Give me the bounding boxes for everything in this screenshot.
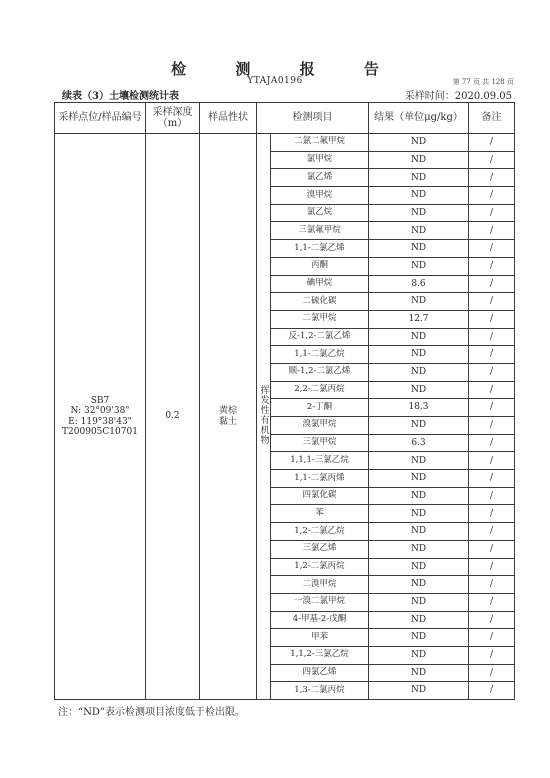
test-remark-cell: /: [469, 257, 515, 275]
test-remark-cell: /: [469, 434, 515, 452]
test-item-cell: 溴甲烷: [271, 187, 369, 205]
test-result-cell: ND: [369, 452, 469, 470]
col-header-depth: 采样深度（m）: [146, 103, 200, 134]
test-result-cell: ND: [369, 487, 469, 505]
test-item-cell: 二硫化碳: [271, 293, 369, 311]
test-remark-cell: /: [469, 310, 515, 328]
test-result-cell: ND: [369, 540, 469, 558]
test-remark-cell: /: [469, 505, 515, 523]
test-item-cell: 1,1,1-三氯乙烷: [271, 452, 369, 470]
test-result-cell: ND: [369, 328, 469, 346]
test-item-cell: 1,2-二氯乙烷: [271, 523, 369, 541]
test-item-cell: 四氯乙烯: [271, 664, 369, 682]
test-remark-cell: /: [469, 417, 515, 435]
test-item-cell: 氯甲烷: [271, 151, 369, 169]
test-result-cell: ND: [369, 381, 469, 399]
test-remark-cell: /: [469, 540, 515, 558]
test-remark-cell: /: [469, 275, 515, 293]
test-remark-cell: /: [469, 611, 515, 629]
col-header-remark: 备注: [469, 103, 515, 134]
test-item-cell: 苯: [271, 505, 369, 523]
test-remark-cell: /: [469, 470, 515, 488]
test-item-cell: 顺-1,2-二氯乙烯: [271, 363, 369, 381]
table-subtitle: 续表（3）土壤检测统计表: [62, 91, 179, 102]
test-remark-cell: /: [469, 399, 515, 417]
test-item-cell: 氯乙烯: [271, 169, 369, 187]
test-item-cell: 一溴二氯甲烷: [271, 593, 369, 611]
test-remark-cell: /: [469, 381, 515, 399]
test-result-cell: ND: [369, 293, 469, 311]
sample-location-cell: [55, 134, 146, 700]
test-item-cell: 碘甲烷: [271, 275, 369, 293]
sample-property-cell: [200, 134, 257, 700]
test-remark-cell: /: [469, 646, 515, 664]
sample-depth-cell: 0.2: [146, 134, 200, 700]
test-remark-cell: /: [469, 487, 515, 505]
test-item-cell: 1,1-二氯乙烯: [271, 240, 369, 258]
test-result-cell: ND: [369, 611, 469, 629]
test-item-cell: 4-甲基-2-戊酮: [271, 611, 369, 629]
test-item-cell: 溴氯甲烷: [271, 417, 369, 435]
test-item-cell: 四氯化碳: [271, 487, 369, 505]
test-result-cell: ND: [369, 629, 469, 647]
test-remark-cell: /: [469, 593, 515, 611]
test-result-cell: ND: [369, 151, 469, 169]
report-title: 检 测 报 告: [171, 60, 401, 78]
test-result-cell: ND: [369, 363, 469, 381]
test-remark-cell: /: [469, 452, 515, 470]
test-remark-cell: /: [469, 629, 515, 647]
test-result-cell: ND: [369, 576, 469, 594]
test-result-cell: ND: [369, 664, 469, 682]
sample-property-text: 黏土: [218, 416, 237, 427]
test-result-cell: ND: [369, 204, 469, 222]
test-item-cell: 2-丁酮: [271, 399, 369, 417]
test-remark-cell: /: [469, 523, 515, 541]
page-info: 第 77 页 共 128 页: [452, 78, 514, 86]
table-row: [55, 134, 515, 152]
test-result-cell: ND: [369, 187, 469, 205]
sample-id: SB7: [90, 395, 110, 406]
test-remark-cell: /: [469, 204, 515, 222]
test-item-cell: 丙酮: [271, 257, 369, 275]
test-remark-cell: /: [469, 346, 515, 364]
test-remark-cell: /: [469, 134, 515, 152]
col-header-item: 检测项目: [257, 103, 369, 134]
test-remark-cell: /: [469, 363, 515, 381]
category-label: 挥发性有机物: [258, 384, 269, 445]
test-result-cell: ND: [369, 593, 469, 611]
test-result-cell: 12.7: [369, 310, 469, 328]
col-header-result: 结果（单位μg/kg）: [369, 103, 469, 134]
test-item-cell: 1,1-二氯丙烯: [271, 470, 369, 488]
category-cell: [257, 134, 271, 700]
footnote: 注：“ND”表示检测项目浓度低于检出限。: [58, 707, 245, 718]
sample-property-text: 黄棕: [218, 406, 237, 417]
test-item-cell: 1,1-二氯乙烷: [271, 346, 369, 364]
sample-lon: E: 119°38'43": [68, 416, 132, 427]
test-item-cell: 三氯乙烯: [271, 540, 369, 558]
test-remark-cell: /: [469, 151, 515, 169]
test-item-cell: 反-1,2-二氯乙烯: [271, 328, 369, 346]
document-number: YTAJA0196: [247, 76, 303, 86]
test-item-cell: 三氯甲烷: [271, 434, 369, 452]
col-header-property: 样品性状: [200, 103, 257, 134]
test-result-cell: ND: [369, 240, 469, 258]
test-item-cell: 二溴甲烷: [271, 576, 369, 594]
test-item-cell: 氯乙烷: [271, 204, 369, 222]
test-result-cell: 8.6: [369, 275, 469, 293]
test-remark-cell: /: [469, 558, 515, 576]
test-remark-cell: /: [469, 187, 515, 205]
test-remark-cell: /: [469, 240, 515, 258]
sample-time: 采样时间：2020.09.05: [404, 91, 512, 102]
test-remark-cell: /: [469, 328, 515, 346]
test-item-cell: 甲苯: [271, 629, 369, 647]
test-result-cell: ND: [369, 505, 469, 523]
test-result-cell: 6.3: [369, 434, 469, 452]
test-result-cell: ND: [369, 470, 469, 488]
test-remark-cell: /: [469, 682, 515, 700]
test-result-cell: ND: [369, 134, 469, 152]
test-item-cell: 二氯甲烷: [271, 310, 369, 328]
test-item-cell: 1,3-二氯丙烷: [271, 682, 369, 700]
test-result-cell: ND: [369, 169, 469, 187]
test-remark-cell: /: [469, 664, 515, 682]
test-result-cell: 18.3: [369, 399, 469, 417]
test-result-cell: ND: [369, 257, 469, 275]
test-item-cell: 1,2-二氯丙烷: [271, 558, 369, 576]
test-result-cell: ND: [369, 222, 469, 240]
soil-test-table: [54, 102, 515, 700]
test-item-cell: 1,1,2-三氯乙烷: [271, 646, 369, 664]
test-remark-cell: /: [469, 169, 515, 187]
test-item-cell: 三氯氟甲烷: [271, 222, 369, 240]
sample-lat: N: 32°09'38": [70, 406, 130, 417]
test-remark-cell: /: [469, 222, 515, 240]
test-result-cell: ND: [369, 558, 469, 576]
sample-code: T200905C10701: [62, 426, 138, 437]
test-result-cell: ND: [369, 682, 469, 700]
test-result-cell: ND: [369, 417, 469, 435]
test-item-cell: 二氯二氟甲烷: [271, 134, 369, 152]
test-remark-cell: /: [469, 293, 515, 311]
test-remark-cell: /: [469, 576, 515, 594]
test-item-cell: 2,2-二氯丙烷: [271, 381, 369, 399]
test-result-cell: ND: [369, 346, 469, 364]
test-result-cell: ND: [369, 646, 469, 664]
test-result-cell: ND: [369, 523, 469, 541]
col-header-location: 采样点位/样品编号: [55, 103, 146, 134]
